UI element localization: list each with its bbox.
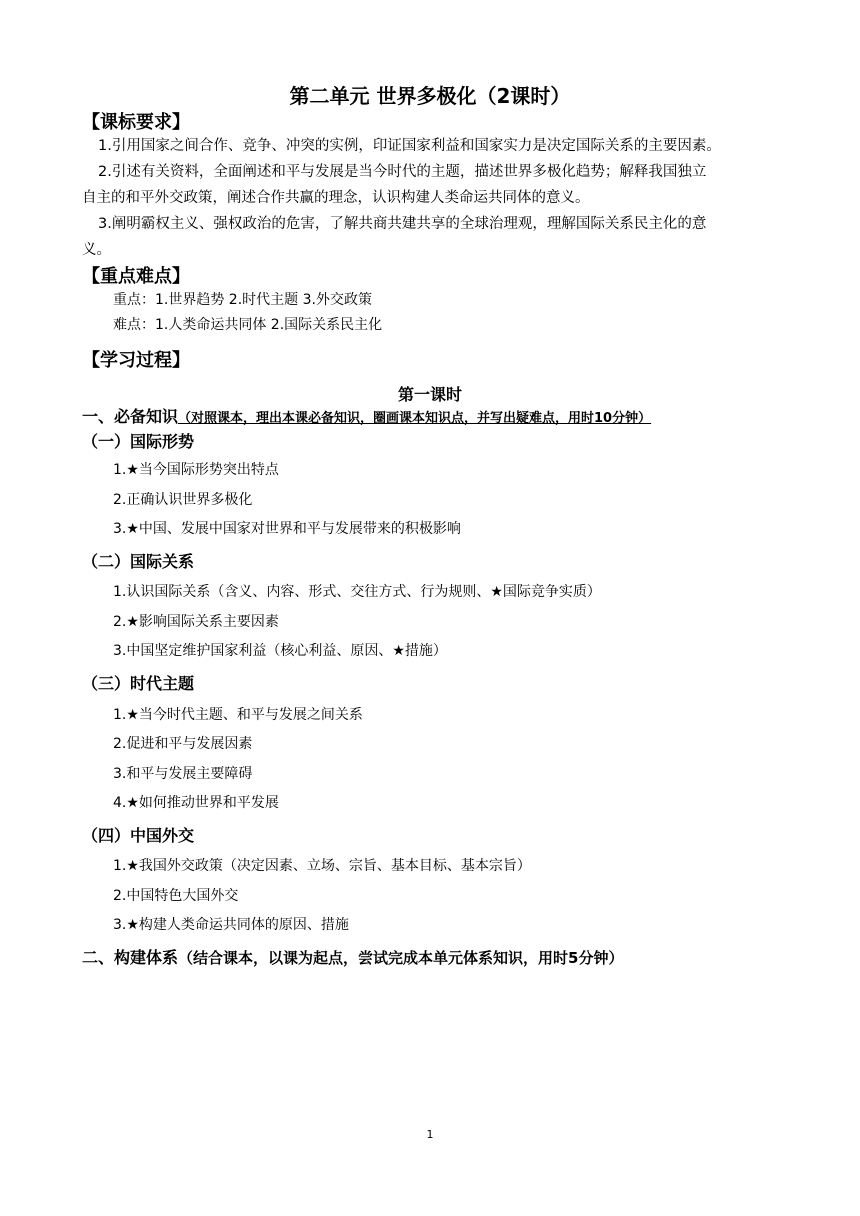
list-item: 3.中国坚定维护国家利益（核心利益、原因、★措施） — [113, 643, 447, 659]
group-heading-international-situation: （一）国际形势 — [82, 432, 195, 451]
list-item: 3.★中国、发展中国家对世界和平与发展带来的积极影响 — [113, 521, 461, 537]
difficult-points-text: 难点：1.人类命运共同体 2.国际关系民主化 — [113, 317, 383, 333]
list-item: 2.正确认识世界多极化 — [113, 492, 253, 508]
standards-paragraph-2-line-2: 自主的和平外交政策，阐述合作共赢的理念，认识构建人类命运共同体的意义。 — [82, 190, 590, 206]
part-one-note: （对照课本，理出本课必备知识，圈画课本知识点，并写出疑难点，用时10分钟） — [178, 411, 652, 426]
list-item: 4.★如何推动世界和平发展 — [113, 795, 279, 811]
section-heading-learning-process: 【学习过程】 — [82, 350, 190, 371]
group-heading-era-theme: （三）时代主题 — [82, 674, 195, 693]
list-item: 1.★我国外交政策（决定因素、立场、宗旨、基本目标、基本宗旨） — [113, 858, 531, 874]
standards-paragraph-2-line-1: 2.引述有关资料，全面阐述和平与发展是当今时代的主题，描述世界多极化趋势；解释我国独立 — [98, 164, 707, 180]
part-two-label: 二、构建体系 — [82, 948, 179, 967]
part-one-label: 一、必备知识 — [82, 407, 179, 426]
list-item: 1.★当今时代主题、和平与发展之间关系 — [113, 707, 363, 723]
standards-paragraph-3-line-1: 3.阐明霸权主义、强权政治的危害，了解共商共建共享的全球治理观，理解国际关系民主化的意 — [98, 216, 707, 232]
group-heading-international-relations: （二）国际关系 — [82, 552, 195, 571]
standards-paragraph-3-line-2: 义。 — [82, 242, 111, 258]
lesson-title: 第一课时 — [397, 385, 462, 404]
standards-paragraph-1: 1.引用国家之间合作、竞争、冲突的实例，印证国家利益和国家实力是决定国际关系的主要因素。 — [98, 138, 721, 154]
section-heading-key-points: 【重点难点】 — [82, 266, 190, 287]
group-heading-china-diplomacy: （四）中国外交 — [82, 826, 195, 845]
part-two-note: （结合课本，以课为起点，尝试完成本单元体系知识，用时5分钟） — [178, 949, 624, 967]
key-points-text: 重点：1.世界趋势 2.时代主题 3.外交政策 — [113, 292, 372, 308]
part-two-heading — [82, 945, 623, 968]
list-item: 3.和平与发展主要障碍 — [113, 766, 253, 782]
list-item: 1.认识国际关系（含义、内容、形式、交往方式、行为规则、★国际竞争实质） — [113, 584, 601, 600]
page-title: 第二单元 世界多极化（2课时） — [289, 84, 571, 108]
list-item: 3.★构建人类命运共同体的原因、措施 — [113, 917, 349, 933]
list-item: 2.中国特色大国外交 — [113, 888, 239, 904]
list-item: 1.★当今国际形势突出特点 — [113, 462, 279, 478]
list-item: 2.促进和平与发展因素 — [113, 736, 253, 752]
page-number: 1 — [426, 1128, 434, 1141]
section-heading-standards: 【课标要求】 — [82, 112, 190, 133]
part-one-heading — [82, 404, 651, 427]
list-item: 2.★影响国际关系主要因素 — [113, 614, 279, 630]
